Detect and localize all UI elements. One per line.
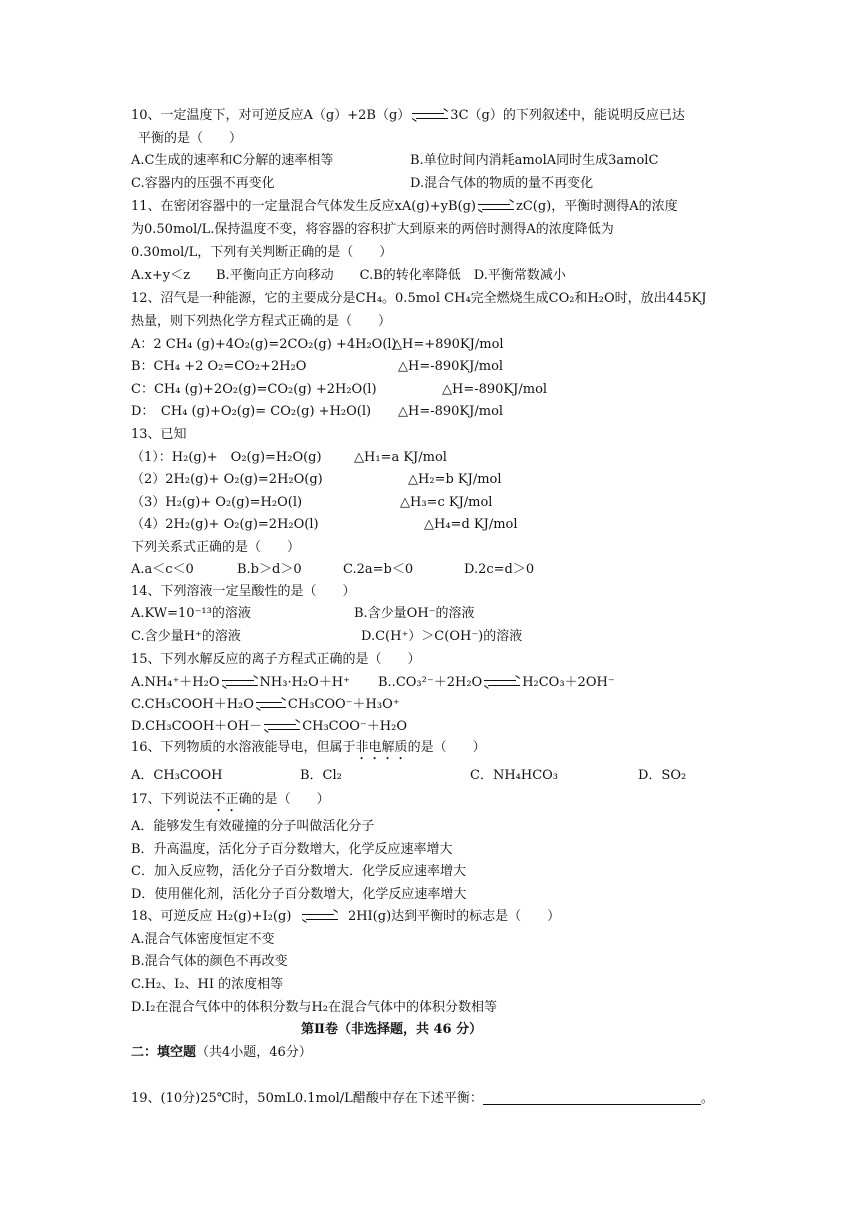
q10-stem-line2: 平衡的是（ ） <box>138 131 243 146</box>
q15-option-a <box>131 673 350 693</box>
q12-option-a-equation: A：2 CH₄ (g)+4O₂(g)=2CO₂(g) +4H₂O(l) <box>131 337 397 352</box>
q13-reaction-3-enthalpy: △H₃=c KJ/mol <box>400 495 493 510</box>
q17-option-d: D．使用催化剂，活化分子百分数增大，化学反应速率增大 <box>131 887 467 902</box>
q16-option-b: B．Cl₂ <box>300 768 342 783</box>
q10-option-d: D.混合气体的物质的量不再变化 <box>410 176 594 191</box>
equilibrium-arrow-icon <box>264 722 300 732</box>
q17-title <box>131 790 330 815</box>
q13-reaction-4: （4）2H₂(g)+ O₂(g)=2H₂O(l) <box>131 517 319 532</box>
equilibrium-arrow-icon <box>412 111 448 121</box>
q17-option-b: B．升高温度，活化分子百分数增大，化学反应速率增大 <box>131 842 453 857</box>
q15-option-c-right: CH₃COO⁻＋H₃O⁺ <box>287 697 400 712</box>
q16-title-emphasis: 非电解质 <box>355 740 408 755</box>
q19-stem <box>131 1089 714 1109</box>
q14-option-a: A.KW=10⁻¹³的溶液 <box>131 606 251 621</box>
q12-stem-line2: 热量，则下列热化学方程式正确的是（ ） <box>131 314 392 329</box>
q10-stem <box>131 106 685 126</box>
q15-option-b-left: B..CO₃²⁻＋2H₂O <box>378 675 483 690</box>
q11-stem-part2: zC(g)，平衡时测得A的浓度 <box>515 199 678 214</box>
equilibrium-arrow-icon <box>256 700 286 710</box>
q18-title <box>131 907 560 927</box>
q15-option-a-right: NH₃·H₂O＋H⁺ <box>259 675 350 690</box>
q12-option-b-enthalpy: △H=-890KJ/mol <box>398 359 504 374</box>
q16-option-a: A．CH₃COOH <box>131 768 223 783</box>
q18-option-c: C.H₂、I₂、HI 的浓度相等 <box>131 977 284 992</box>
q13-option-c: C.2a=b＜0 <box>343 562 414 577</box>
q18-option-d: D.I₂在混合气体中的体积分数与H₂在混合气体中的体积分数相等 <box>131 1000 497 1015</box>
q11-stem-part1: 11、在密闭容器中的一定量混合气体发生反应xA(g)+yB(g) <box>131 199 476 214</box>
q11-stem-line3: 0.30mol/L，下列有关判断正确的是（ ） <box>131 245 393 260</box>
q17-option-a: A．能够发生有效碰撞的分子叫做活化分子 <box>131 819 375 834</box>
part-2-heading <box>131 1043 312 1063</box>
q13-option-b: B.b＞d＞0 <box>237 562 302 577</box>
q18-title-part1: 18、可逆反应 H₂(g)+I₂(g) <box>131 909 292 924</box>
equilibrium-arrow-icon <box>478 202 514 212</box>
q15-option-b-right: H₂CO₃＋2OH⁻ <box>522 675 615 690</box>
q13-reaction-1-enthalpy: △H₁=a KJ/mol <box>354 450 447 465</box>
q15-option-d-left: D.CH₃COOH＋OH－ <box>131 719 263 734</box>
q16-option-d: D．SO₂ <box>638 768 687 783</box>
q18-option-b: B.混合气体的颜色不再改变 <box>131 954 288 969</box>
q10-option-a: A.C生成的速率和C分解的速率相等 <box>131 153 334 168</box>
answer-blank[interactable] <box>483 1090 701 1105</box>
q14-option-c: C.含少量H⁺的溶液 <box>131 629 241 644</box>
q12-option-d-enthalpy: △H=-890KJ/mol <box>398 404 504 419</box>
q17-title-part1: 17、下列说法 <box>131 792 213 807</box>
q10-stem-part2: 3C（g）的下列叙述中，能说明反应已达 <box>450 108 685 123</box>
q15-option-c <box>131 695 400 715</box>
part-2-heading-detail: （共4小题，46分） <box>196 1045 312 1060</box>
equilibrium-arrow-icon <box>484 678 520 688</box>
equilibrium-arrow-icon <box>222 678 258 688</box>
q13-reaction-1: （1）：H₂(g)+ O₂(g)=H₂O(g) <box>131 450 322 465</box>
q13-option-d: D.2c=d＞0 <box>464 562 535 577</box>
q14-option-b: B.含少量OH⁻的溶液 <box>354 606 475 621</box>
q13-reaction-4-enthalpy: △H₄=d KJ/mol <box>424 517 518 532</box>
q11-stem-line2: 为0.50mol/L.保持温度不变，将容器的容积扩大到原来的两倍时测得A的浓度降低为 <box>131 222 614 237</box>
q10-option-b: B.单位时间内消耗amolA同时生成3amolC <box>410 153 659 168</box>
q15-title: 15、下列水解反应的离子方程式正确的是（ ） <box>131 652 421 667</box>
q15-option-a-left: A.NH₄⁺＋H₂O <box>131 675 220 690</box>
q10-stem-part1: 10、一定温度下，对可逆反应A（g）+2B（g） <box>131 108 411 123</box>
q15-option-b <box>378 673 615 693</box>
part-2-heading-bold: 二：填空题 <box>131 1045 197 1060</box>
q12-option-d-equation: D： CH₄ (g)+O₂(g)= CO₂(g) +H₂O(l) <box>131 404 372 419</box>
q16-title-part2: 的是（ ） <box>407 740 486 755</box>
q13-title: 13、已知 <box>131 427 187 442</box>
q13-reaction-3: （3）H₂(g)+ O₂(g)=H₂O(l) <box>131 495 303 510</box>
q12-option-a-enthalpy: △H=+890KJ/mol <box>392 337 504 352</box>
q12-option-c-enthalpy: △H=-890KJ/mol <box>442 382 548 397</box>
q16-title <box>131 738 486 763</box>
q15-option-c-left: C.CH₃COOH＋H₂O <box>131 697 254 712</box>
q19-text: 19、(10分)25℃时，50mL0.1mol/L醋酸中存在下述平衡： <box>131 1091 483 1106</box>
q18-option-a: A.混合气体密度恒定不变 <box>131 932 275 947</box>
q19-end-mark: 。 <box>700 1091 714 1106</box>
q13-question: 下列关系式正确的是（ ） <box>131 540 301 555</box>
q12-stem: 12、沼气是一种能源，它的主要成分是CH₄。0.5mol CH₄完全燃烧生成CO₂和H₂O时，放出445KJ <box>131 291 707 306</box>
q15-option-d <box>131 717 407 737</box>
section-2-title: 第Ⅱ卷（非选择题，共 46 分） <box>301 1022 483 1037</box>
q18-title-part2: 2HI(g)达到平衡时的标志是（ ） <box>347 909 561 924</box>
q17-title-emphasis: 不正 <box>212 792 239 807</box>
q13-option-a: A.a＜c＜0 <box>131 562 194 577</box>
q12-option-b-equation: B：CH₄ +2 O₂=CO₂+2H₂O <box>131 359 307 374</box>
q11-options: A.x+y＜z B.平衡向正方向移动 C.B的转化率降低 D.平衡常数减小 <box>131 268 566 283</box>
q14-title: 14、下列溶液一定呈酸性的是（ ） <box>131 584 356 599</box>
q10-option-c: C.容器内的压强不再变化 <box>131 176 275 191</box>
q16-option-c: C．NH₄HCO₃ <box>470 768 559 783</box>
q13-reaction-2-enthalpy: △H₂=b KJ/mol <box>408 472 502 487</box>
q16-title-part1: 16、下列物质的水溶液能导电，但属于 <box>131 740 356 755</box>
q14-option-d: D.C(H⁺）＞C(OH⁻)的溶液 <box>361 629 523 644</box>
q15-option-d-right: CH₃COO⁻＋H₂O <box>302 719 408 734</box>
q17-title-part2: 确的是（ ） <box>238 792 330 807</box>
q12-option-c-equation: C：CH₄ (g)+2O₂(g)=CO₂(g) +2H₂O(l) <box>131 382 377 397</box>
q13-reaction-2: （2）2H₂(g)+ O₂(g)=2H₂O(g) <box>131 472 323 487</box>
q17-option-c: C．加入反应物，活化分子百分数增大．化学反应速率增大 <box>131 864 466 879</box>
q11-stem <box>131 197 678 217</box>
equilibrium-arrow-icon <box>302 912 338 922</box>
